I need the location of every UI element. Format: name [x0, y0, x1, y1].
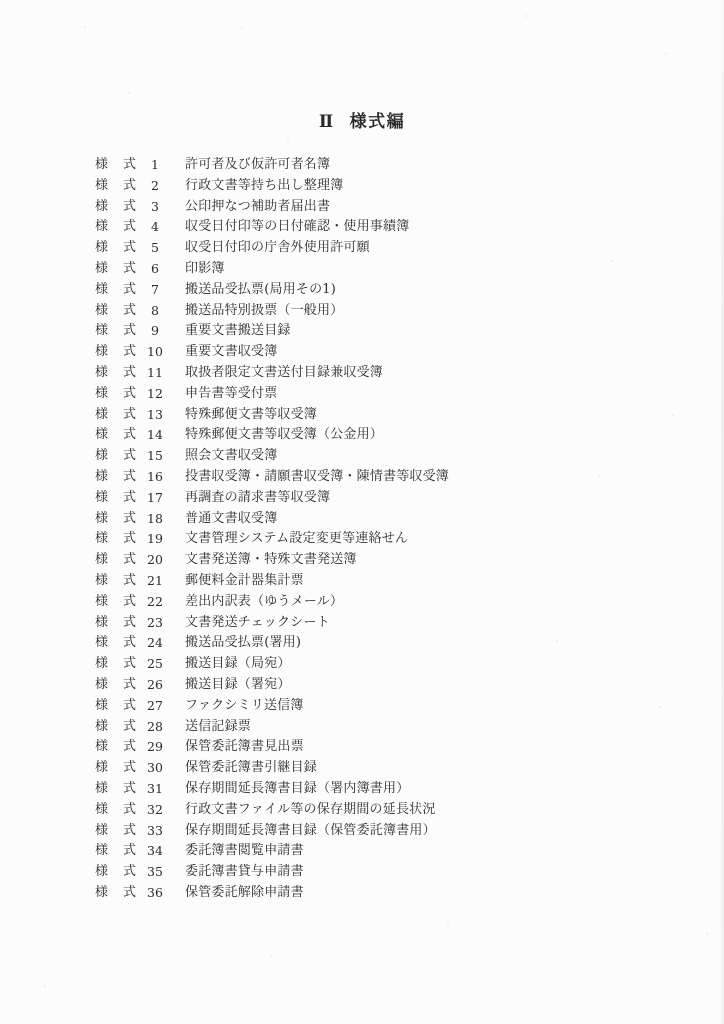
form-number: 10 [147, 344, 163, 360]
row-label-yo: 様 [95, 281, 109, 297]
form-number: 2 [151, 177, 159, 193]
section-numeral: Ⅱ [318, 112, 335, 132]
row-label-yo: 様 [95, 864, 109, 880]
form-title: 投書収受簿・請願書収受簿・陳情書等収受簿 [185, 468, 450, 484]
form-number: 36 [147, 884, 163, 900]
form-title: 搬送品特別扱票（一般用） [185, 302, 344, 318]
form-list-row [0, 259, 724, 280]
form-title: 委託簿書貸与申請書 [185, 864, 304, 880]
row-label-shiki: 式 [123, 676, 137, 692]
row-label-yo: 様 [95, 448, 109, 464]
form-list-row [0, 550, 724, 571]
row-label-shiki: 式 [123, 593, 137, 609]
form-list-row [0, 425, 724, 446]
form-title: 文書管理システム設定変更等連絡せん [185, 531, 409, 547]
form-list-row [0, 529, 724, 550]
form-list-row [0, 342, 724, 363]
form-number: 26 [147, 676, 163, 692]
row-label-yo: 様 [95, 718, 109, 734]
form-title: 特殊郵便文書等収受簿（公金用） [185, 427, 384, 443]
form-list-row [0, 509, 724, 530]
form-list-row [0, 363, 724, 384]
row-label-shiki: 式 [123, 635, 137, 651]
form-list-row [0, 571, 724, 592]
row-label-yo: 様 [95, 385, 109, 401]
form-title: 行政文書等持ち出し整理簿 [185, 177, 344, 193]
form-number: 8 [151, 302, 159, 318]
form-number: 3 [151, 198, 159, 214]
form-list-row [0, 883, 724, 904]
row-label-shiki: 式 [123, 843, 137, 859]
form-number: 22 [147, 593, 163, 609]
row-label-yo: 様 [95, 676, 109, 692]
form-list-row [0, 821, 724, 842]
form-list-row [0, 841, 724, 862]
form-number: 1 [151, 157, 159, 172]
form-number: 7 [151, 281, 159, 297]
form-list-row [0, 405, 724, 426]
row-label-yo: 様 [95, 510, 109, 526]
form-list-row [0, 779, 724, 800]
form-title: 文書発送簿・特殊文書発送簿 [185, 552, 357, 568]
row-label-yo: 様 [95, 364, 109, 380]
form-number: 17 [147, 489, 163, 505]
row-label-shiki: 式 [123, 157, 137, 172]
form-title: 搬送品受払票(局用その1) [185, 281, 337, 297]
row-label-yo: 様 [95, 489, 109, 505]
form-number: 30 [147, 760, 163, 776]
form-list-row [0, 758, 724, 779]
row-label-yo: 様 [95, 843, 109, 859]
row-label-yo: 様 [95, 198, 109, 214]
row-label-yo: 様 [95, 760, 109, 776]
row-label-yo: 様 [95, 552, 109, 568]
form-title: 差出内訳表（ゆうメール） [185, 593, 344, 609]
row-label-yo: 様 [95, 801, 109, 817]
form-number: 4 [151, 219, 159, 235]
row-label-shiki: 式 [123, 260, 137, 276]
form-title: 文書発送チェックシート [185, 614, 330, 630]
scan-noise [0, 0, 2, 2]
row-label-shiki: 式 [123, 884, 137, 900]
row-label-shiki: 式 [123, 302, 137, 318]
row-label-yo: 様 [95, 614, 109, 630]
row-label-shiki: 式 [123, 198, 137, 214]
form-number: 31 [147, 780, 163, 796]
row-label-shiki: 式 [123, 406, 137, 422]
row-label-shiki: 式 [123, 177, 137, 193]
row-label-shiki: 式 [123, 531, 137, 547]
row-label-shiki: 式 [123, 385, 137, 401]
form-title: 郵便料金計器集計票 [185, 572, 304, 588]
form-number: 11 [147, 364, 163, 380]
form-list-row [0, 654, 724, 675]
form-number: 12 [147, 385, 163, 401]
form-list-row [0, 613, 724, 634]
form-title: 保管委託解除申請書 [185, 884, 304, 900]
form-list-row [0, 217, 724, 238]
form-title: 再調査の請求書等収受簿 [185, 489, 331, 505]
row-label-yo: 様 [95, 468, 109, 484]
row-label-shiki: 式 [123, 739, 137, 755]
form-index-list [0, 155, 724, 904]
row-label-shiki: 式 [123, 281, 137, 297]
form-number: 28 [147, 718, 163, 734]
row-label-shiki: 式 [123, 448, 137, 464]
row-label-shiki: 式 [123, 364, 137, 380]
row-label-yo: 様 [95, 302, 109, 318]
row-label-shiki: 式 [123, 760, 137, 776]
row-label-yo: 様 [95, 427, 109, 443]
form-title: 保管委託簿書見出票 [185, 739, 304, 755]
row-label-shiki: 式 [123, 780, 137, 796]
form-title: 重要文書搬送目録 [185, 323, 291, 339]
form-number: 29 [147, 739, 163, 755]
row-label-yo: 様 [95, 240, 109, 256]
row-label-yo: 様 [95, 177, 109, 193]
form-number: 6 [151, 260, 159, 276]
row-label-yo: 様 [95, 822, 109, 838]
row-label-shiki: 式 [123, 552, 137, 568]
form-list-row [0, 176, 724, 197]
row-label-shiki: 式 [123, 219, 137, 235]
form-title: 普通文書収受簿 [185, 510, 278, 526]
form-title: 印影簿 [185, 260, 225, 276]
form-number: 35 [147, 864, 163, 880]
row-label-yo: 様 [95, 635, 109, 651]
form-title: 特殊郵便文書等収受簿 [185, 406, 318, 422]
form-title: 許可者及び仮許可者名簿 [185, 157, 331, 172]
form-number: 19 [147, 531, 163, 547]
form-number: 34 [147, 843, 163, 859]
form-list-row [0, 675, 724, 696]
row-label-shiki: 式 [123, 614, 137, 630]
row-label-yo: 様 [95, 656, 109, 672]
row-label-yo: 様 [95, 739, 109, 755]
row-label-yo: 様 [95, 572, 109, 588]
form-title: 照会文書収受簿 [185, 448, 278, 464]
form-list-row [0, 488, 724, 509]
row-label-shiki: 式 [123, 718, 137, 734]
form-list-row [0, 280, 724, 301]
form-number: 5 [151, 240, 159, 256]
form-list-row [0, 862, 724, 883]
row-label-yo: 様 [95, 219, 109, 235]
form-title: 保管委託簿書引継目録 [185, 760, 318, 776]
row-label-shiki: 式 [123, 822, 137, 838]
form-number: 13 [147, 406, 163, 422]
form-title: 重要文書収受簿 [185, 344, 278, 360]
form-title: 送信記録票 [185, 718, 252, 734]
row-label-shiki: 式 [123, 510, 137, 526]
row-label-yo: 様 [95, 323, 109, 339]
form-number: 23 [147, 614, 163, 630]
form-title: 収受日付印の庁舎外使用許可願 [185, 240, 370, 256]
form-list-row [0, 737, 724, 758]
form-number: 9 [151, 323, 159, 339]
form-number: 21 [147, 572, 163, 588]
form-list-row [0, 384, 724, 405]
row-label-shiki: 式 [123, 697, 137, 713]
row-label-yo: 様 [95, 344, 109, 360]
form-list-row [0, 155, 724, 176]
row-label-shiki: 式 [123, 656, 137, 672]
form-title: 申告書等受付票 [185, 385, 278, 401]
form-list-row [0, 717, 724, 738]
row-label-yo: 様 [95, 697, 109, 713]
form-list-row [0, 592, 724, 613]
form-title: ファクシミリ送信簿 [185, 697, 304, 713]
form-number: 27 [147, 697, 163, 713]
form-number: 15 [147, 448, 163, 464]
form-list-row [0, 696, 724, 717]
row-label-yo: 様 [95, 260, 109, 276]
row-label-shiki: 式 [123, 864, 137, 880]
row-label-yo: 様 [95, 157, 109, 172]
form-title: 公印押なつ補助者届出書 [185, 198, 331, 214]
form-number: 32 [147, 801, 163, 817]
form-number: 20 [147, 552, 163, 568]
form-title: 保存期間延長簿書目録（署内簿書用） [185, 780, 410, 796]
form-number: 16 [147, 468, 163, 484]
section-title-text: 様式編 [349, 112, 406, 132]
row-label-shiki: 式 [123, 468, 137, 484]
form-title: 委託簿書閲覧申請書 [185, 843, 304, 859]
form-title: 搬送品受払票(署用) [185, 635, 302, 651]
row-label-shiki: 式 [123, 572, 137, 588]
form-title: 保存期間延長簿書目録（保管委託簿書用） [185, 822, 436, 838]
form-number: 18 [147, 510, 163, 526]
row-label-yo: 様 [95, 406, 109, 422]
row-label-yo: 様 [95, 780, 109, 796]
form-list-row [0, 446, 724, 467]
form-list-row [0, 197, 724, 218]
form-title: 搬送目録（局宛） [185, 656, 291, 672]
form-number: 14 [147, 427, 163, 443]
page-title [0, 107, 724, 132]
form-list-row [0, 238, 724, 259]
form-number: 33 [147, 822, 163, 838]
row-label-yo: 様 [95, 593, 109, 609]
row-label-yo: 様 [95, 884, 109, 900]
row-label-shiki: 式 [123, 240, 137, 256]
row-label-yo: 様 [95, 531, 109, 547]
form-number: 25 [147, 656, 163, 672]
form-list-row [0, 467, 724, 488]
row-label-shiki: 式 [123, 427, 137, 443]
form-title: 行政文書ファイル等の保存期間の延長状況 [185, 801, 436, 817]
form-list-row [0, 321, 724, 342]
row-label-shiki: 式 [123, 344, 137, 360]
row-label-shiki: 式 [123, 489, 137, 505]
form-title: 収受日付印等の日付確認・使用事績簿 [185, 219, 410, 235]
row-label-shiki: 式 [123, 323, 137, 339]
form-number: 24 [147, 635, 163, 651]
form-list-row [0, 800, 724, 821]
form-title: 取扱者限定文書送付目録兼収受簿 [185, 364, 384, 380]
form-list-row [0, 301, 724, 322]
form-list-row [0, 633, 724, 654]
row-label-shiki: 式 [123, 801, 137, 817]
form-title: 搬送目録（署宛） [185, 676, 291, 692]
